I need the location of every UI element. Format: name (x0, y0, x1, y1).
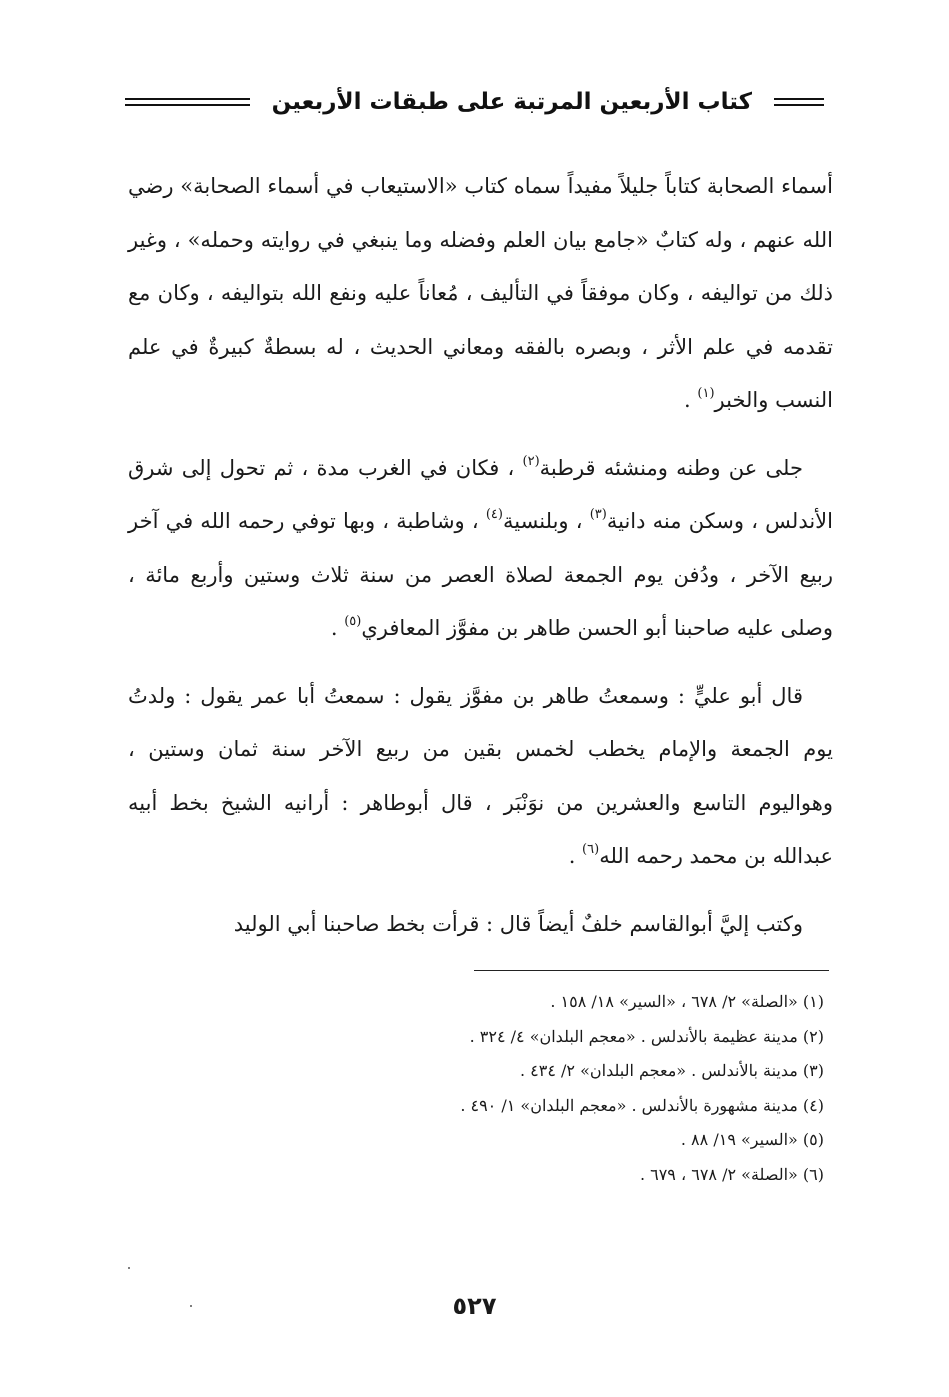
running-header (125, 82, 824, 122)
header-title: كتاب الأربعين المرتبة على طبقات الأربعين (271, 89, 752, 115)
scan-speck (190, 1305, 192, 1307)
paragraph-1 (128, 160, 833, 428)
paragraph-3-end: . (568, 844, 583, 868)
footnote-5: (٥) «السير» ١٩/ ٨٨ . (680, 1130, 824, 1149)
paragraph-1-end: . (684, 388, 698, 412)
paragraph-2-text-c: ، وبلنسية (502, 509, 590, 533)
paragraph-3 (128, 670, 833, 884)
footnotes (124, 985, 824, 1192)
scan-speck (128, 1267, 130, 1269)
paragraph-2-text-d: ، وشاطبة ، وبها توفي رحمه الله في آخر ربيع الآخر ، ودُفن يوم الجمعة لصلاة العصر من سنة ثلاث وستين وأربع مائة ، وصلى عليه صاحبنا أبو الحسن طاهر بن مفوَّز المعافري (128, 509, 833, 640)
page-number: ٥٢٧ (452, 1292, 497, 1320)
footnote-divider (474, 970, 829, 971)
paragraph-2 (128, 442, 833, 656)
header-rule-short (774, 98, 824, 106)
footnote-ref-6: (٦) (582, 842, 600, 857)
paragraph-4 (128, 898, 833, 952)
header-rule-long (125, 98, 250, 106)
footnote-ref-4: (٤) (485, 507, 503, 522)
main-text (128, 160, 833, 965)
footnote-ref-1: (١) (697, 386, 715, 401)
footnote-3: (٣) مدينة بالأندلس . «معجم البلدان» ٢/ ٤٣٤ . (519, 1061, 824, 1080)
footnote-ref-3: (٣) (589, 507, 607, 522)
footnote-4: (٤) مدينة مشهورة بالأندلس . «معجم البلدان» ١/ ٤٩٠ . (460, 1095, 824, 1115)
paragraph-1-text: أسماء الصحابة كتاباً جليلاً مفيداً سماه كتاب «الاستيعاب في أسماء الصحابة» رضي الله عنهم ، وله كتابٌ «جامع بيان العلم وفضله وما ينبغي في روايته وحمله» ، وغير ذلك من تواليفه ، وكان موفقاً في التأليف ، مُعاناً عليه ونفع الله بتواليفه ، وكان مع تقدمه في علم الأثر ، وبصره بالفقه ومعاني الحديث ، له بسطةٌ كبيرةٌ في علم النسب والخبر (128, 174, 833, 412)
footnote-2: (٢) مدينة عظيمة بالأندلس . «معجم البلدان» ٤/ ٣٢٤ . (469, 1026, 824, 1046)
footnote-ref-5: (٥) (344, 614, 362, 629)
footnote-1: (١) «الصلة» ٢/ ٦٧٨ ، «السير» ١٨/ ١٥٨ . (550, 992, 824, 1011)
paragraph-2-end: . (330, 616, 345, 640)
footnote-6: (٦) «الصلة» ٢/ ٦٧٨ ، ٦٧٩ . (639, 1164, 824, 1184)
paragraph-2-text-a: جلى عن وطنه ومنشئه قرطبة (539, 455, 803, 480)
footnote-ref-2: (٢) (522, 453, 540, 469)
paragraph-3-text: قال أبو عليٍّ : وسمعتُ طاهر بن مفوَّز يقول : سمعتُ أبا عمر يقول : ولدتُ يوم الجمعة والإمام يخطب لخمس بقين من ربيع الآخر سنة ثمان وستين ، وهواليوم التاسع والعشرين من نوَنْبَر ، قال أبوطاهر : أرانيه الشيخ بخط أبيه عبدالله بن محمد رحمه الله (128, 683, 833, 868)
paragraph-2-text-b: ، فكان في الغرب مدة ، ثم تحول إلى شرق الأندلس ، وسكن منه دانية (128, 455, 833, 533)
paragraph-4-text: وكتب إليَّ أبوالقاسم خلفٌ أيضاً قال : قرأت بخط صاحبنا أبي الوليد (233, 911, 803, 936)
